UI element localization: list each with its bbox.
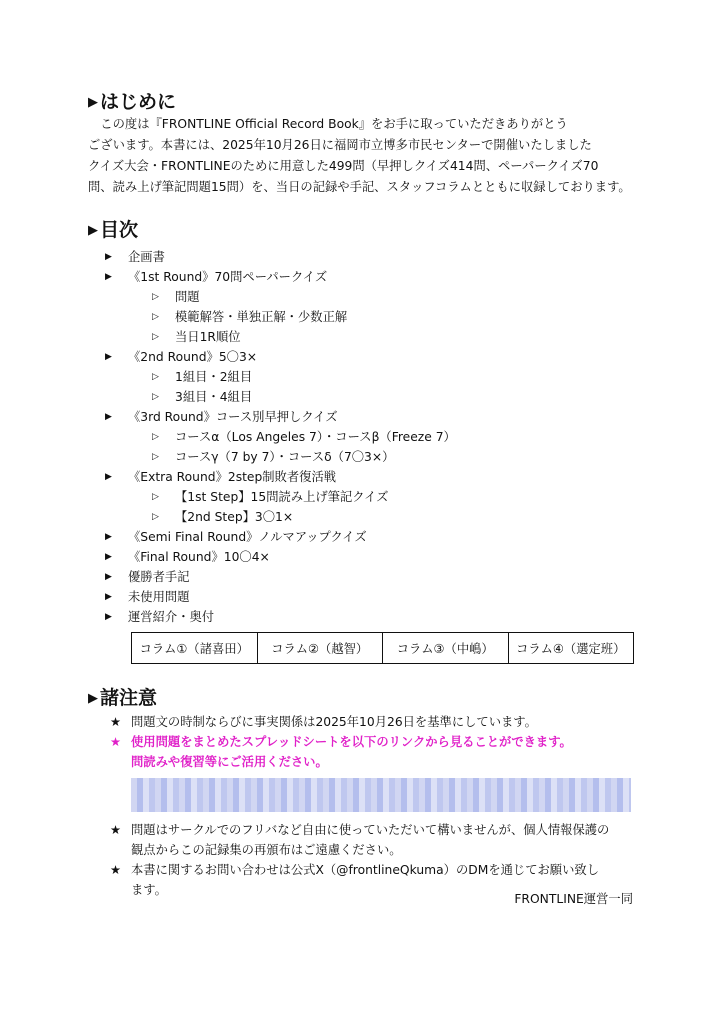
toc-item-label: 【2nd Step】3〇1× — [175, 510, 294, 524]
toc-item-label: 《Final Round》10〇4× — [128, 550, 270, 564]
bullet-filled-icon: ▶ — [105, 552, 112, 562]
bullet-filled-icon: ▶ — [105, 612, 112, 622]
bullet-filled-icon: ▶ — [105, 592, 112, 602]
toc-item-label: 1組目・2組目 — [175, 370, 253, 384]
notes-list — [110, 712, 640, 900]
toc-item-label: 《Semi Final Round》ノルマアップクイズ — [128, 530, 367, 544]
toc-item-label: 《Extra Round》2step制敗者復活戦 — [128, 470, 337, 484]
toc-item-label: 《3rd Round》コース別早押しクイズ — [128, 410, 338, 424]
toc-item-label: 《1st Round》70問ペーパークイズ — [128, 270, 328, 284]
note-item-highlight: ★ 使用問題をまとめたスプレッドシートを以下のリンクから見ることができます。 問読みや復習等にご活用ください。 — [110, 732, 640, 812]
note-item: ★ 本書に関するお問い合わせは公式X（@frontlineQkuma）のDMを通じてお願い致し ます。 — [110, 860, 640, 900]
toc-item-label: 模範解答・単独正解・少数正解 — [175, 310, 348, 324]
bullet-filled-icon: ▶ — [105, 412, 112, 422]
intro-paragraph: この度は『FRONTLINE Official Record Book』をお手に取っていただきありがとう ございます。本書には、2025年10月26日に福岡市立博多市民センターで開催いたしました クイズ大会・FRONTLINEのために用意した499問（早押しクイズ414問、ペーパークイズ70 問、読み上げ筆記問題15問）を、当日の記録や手記、スタッフコラムとともに収録しております。 — [88, 117, 631, 194]
bullet-outline-icon: ▷ — [152, 492, 159, 502]
note-item: ★ 問題はサークルでのフリバなど自由に使っていただいて構いませんが、個人情報保護の 観点からこの記録集の再頒布はご遠慮ください。 — [110, 820, 640, 860]
bullet-filled-icon: ▶ — [105, 272, 112, 282]
bullet-outline-icon: ▷ — [152, 332, 159, 342]
toc-heading: ▶ 目次 — [88, 219, 139, 241]
toc-item-label: 優勝者手記 — [128, 570, 190, 584]
toc-item-label: 企画書 — [128, 250, 165, 264]
triangle-icon: ▶ — [88, 223, 98, 238]
star-icon: ★ — [110, 823, 122, 837]
star-icon: ★ — [110, 715, 122, 729]
toc-item-label: コースα（Los Angeles 7）・コースβ（Freeze 7） — [175, 430, 456, 444]
toc-item-label: 運営紹介・奥付 — [128, 610, 215, 624]
toc-item-label: 未使用問題 — [128, 590, 190, 604]
column-cell-4: コラム④（選定班） — [508, 633, 634, 663]
bullet-outline-icon: ▷ — [152, 312, 159, 322]
column-cell-2: コラム②（越智） — [257, 633, 383, 663]
star-icon: ★ — [110, 735, 122, 749]
blurred-link[interactable] — [131, 778, 631, 812]
bullet-outline-icon: ▷ — [152, 432, 159, 442]
intro-heading: ▶ はじめに — [88, 91, 177, 113]
bullet-filled-icon: ▶ — [105, 472, 112, 482]
column-cell-1: コラム①（諸喜田） — [139, 642, 249, 656]
bullet-outline-icon: ▷ — [152, 452, 159, 462]
toc-item-label: 【1st Step】15問読み上げ筆記クイズ — [175, 490, 389, 504]
note-item: ★ 問題文の時制ならびに事実関係は2025年10月26日を基準にしています。 — [110, 712, 640, 732]
toc-item-label: 《2nd Round》5〇3× — [128, 350, 258, 364]
triangle-icon: ▶ — [88, 95, 98, 110]
toc-item-label: 当日1R順位 — [175, 330, 241, 344]
bullet-filled-icon: ▶ — [105, 252, 112, 262]
triangle-icon: ▶ — [88, 691, 98, 706]
bullet-outline-icon: ▷ — [152, 372, 159, 382]
notes-heading: ▶ 諸注意 — [88, 687, 158, 709]
bullet-outline-icon: ▷ — [152, 292, 159, 302]
bullet-filled-icon: ▶ — [105, 572, 112, 582]
star-icon: ★ — [110, 863, 122, 877]
bullet-filled-icon: ▶ — [105, 532, 112, 542]
column-box — [131, 632, 634, 664]
bullet-outline-icon: ▷ — [152, 392, 159, 402]
column-cell-3: コラム③（中嶋） — [382, 633, 508, 663]
signature: FRONTLINE運営一同 — [514, 892, 633, 906]
bullet-outline-icon: ▷ — [152, 512, 159, 522]
bullet-filled-icon: ▶ — [105, 352, 112, 362]
toc-item-label: 問題 — [175, 290, 200, 304]
toc-item-label: 3組目・4組目 — [175, 390, 253, 404]
toc-item-label: コースγ（7 by 7）・コースδ（7〇3×） — [175, 450, 395, 464]
